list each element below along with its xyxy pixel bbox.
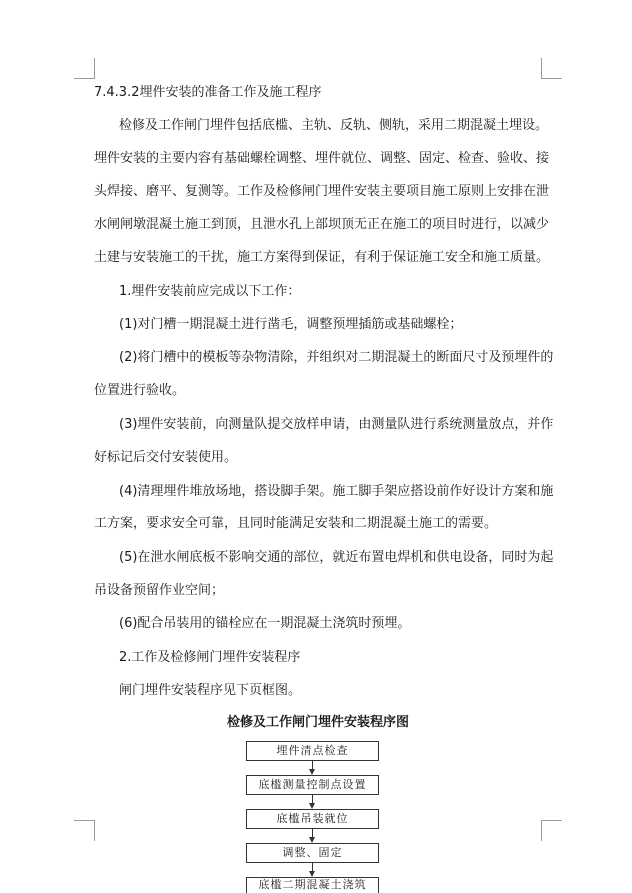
- flowchart-step-5: 底槛二期混凝土浇筑: [246, 877, 379, 893]
- intro-line-4: 水闸闸墩混凝土施工到顶，且泄水孔上部坝顶无正在施工的项目时进行，以减少: [94, 217, 550, 232]
- list2-note: 闸门埋件安装程序见下页框图。: [119, 683, 302, 698]
- intro-line-5: 土建与安装施工的干扰，施工方案得到保证，有利于保证施工安全和施工质量。: [94, 250, 550, 265]
- flowchart-arrow-2-line: [312, 795, 313, 803]
- flowchart-step-2: 底槛测量控制点设置: [246, 775, 379, 795]
- list1-item-3-line-1: (3)埋件安装前，向测量队提交放样申请，由测量队进行系统测量放点，并作: [119, 417, 554, 432]
- list2-title: 2.工作及检修闸门埋件安装程序: [119, 650, 301, 665]
- page-corner-mark-top-left: [74, 58, 95, 79]
- list1-item-3-line-2: 好标记后交付安装使用。: [94, 450, 238, 465]
- list1-item-1-line-1: (1)对门槽一期混凝土进行凿毛，调整预埋插筋或基础螺栓；: [119, 317, 463, 332]
- list1-item-6-line-1: (6)配合吊装用的锚栓应在一期混凝土浇筑时预埋。: [119, 616, 411, 631]
- intro-line-3: 头焊接、磨平、复测等。工作及检修闸门埋件安装主要项目施工原则上安排在泄: [94, 184, 550, 199]
- list1-title: 1.埋件安装前应完成以下工作：: [119, 284, 301, 299]
- list1-item-5-line-1: (5)在泄水闸底板不影响交通的部位，就近布置电焊机和供电设备，同时为起: [119, 550, 554, 565]
- list1-item-4-line-2: 工方案，要求安全可靠，且同时能满足安装和二期混凝土施工的需要。: [94, 516, 498, 531]
- flowchart-arrow-3-line: [312, 829, 313, 837]
- flowchart-arrow-4-line: [312, 863, 313, 871]
- flowchart-step-4: 调整、固定: [246, 843, 379, 863]
- page-corner-mark-bottom-right: [541, 820, 562, 841]
- intro-line-2: 埋件安装的主要内容有基础螺栓调整、埋件就位、调整、固定、检查、验收、接: [94, 151, 550, 166]
- flowchart-title: 检修及工作闸门埋件安装程序图: [226, 715, 409, 730]
- list1-item-5-line-2: 吊设备预留作业空间；: [94, 583, 225, 598]
- page-corner-mark-top-right: [541, 58, 562, 79]
- list1-item-2-line-2: 位置进行验收。: [94, 383, 186, 398]
- flowchart-step-1: 埋件清点检查: [246, 741, 379, 761]
- section-heading: 7.4.3.2埋件安装的准备工作及施工程序: [94, 85, 322, 100]
- flowchart-step-3: 底槛吊装就位: [246, 809, 379, 829]
- list1-item-2-line-1: (2)将门槽中的模板等杂物清除，并组织对二期混凝土的断面尺寸及预埋件的: [119, 350, 554, 365]
- list1-item-4-line-1: (4)清理埋件堆放场地，搭设脚手架。施工脚手架应搭设前作好设计方案和施: [119, 484, 554, 499]
- intro-line-1: 检修及工作闸门埋件包括底槛、主轨、反轨、侧轨，采用二期混凝土埋设。: [119, 118, 549, 133]
- page-corner-mark-bottom-left: [74, 820, 95, 841]
- flowchart-arrow-1-line: [312, 761, 313, 769]
